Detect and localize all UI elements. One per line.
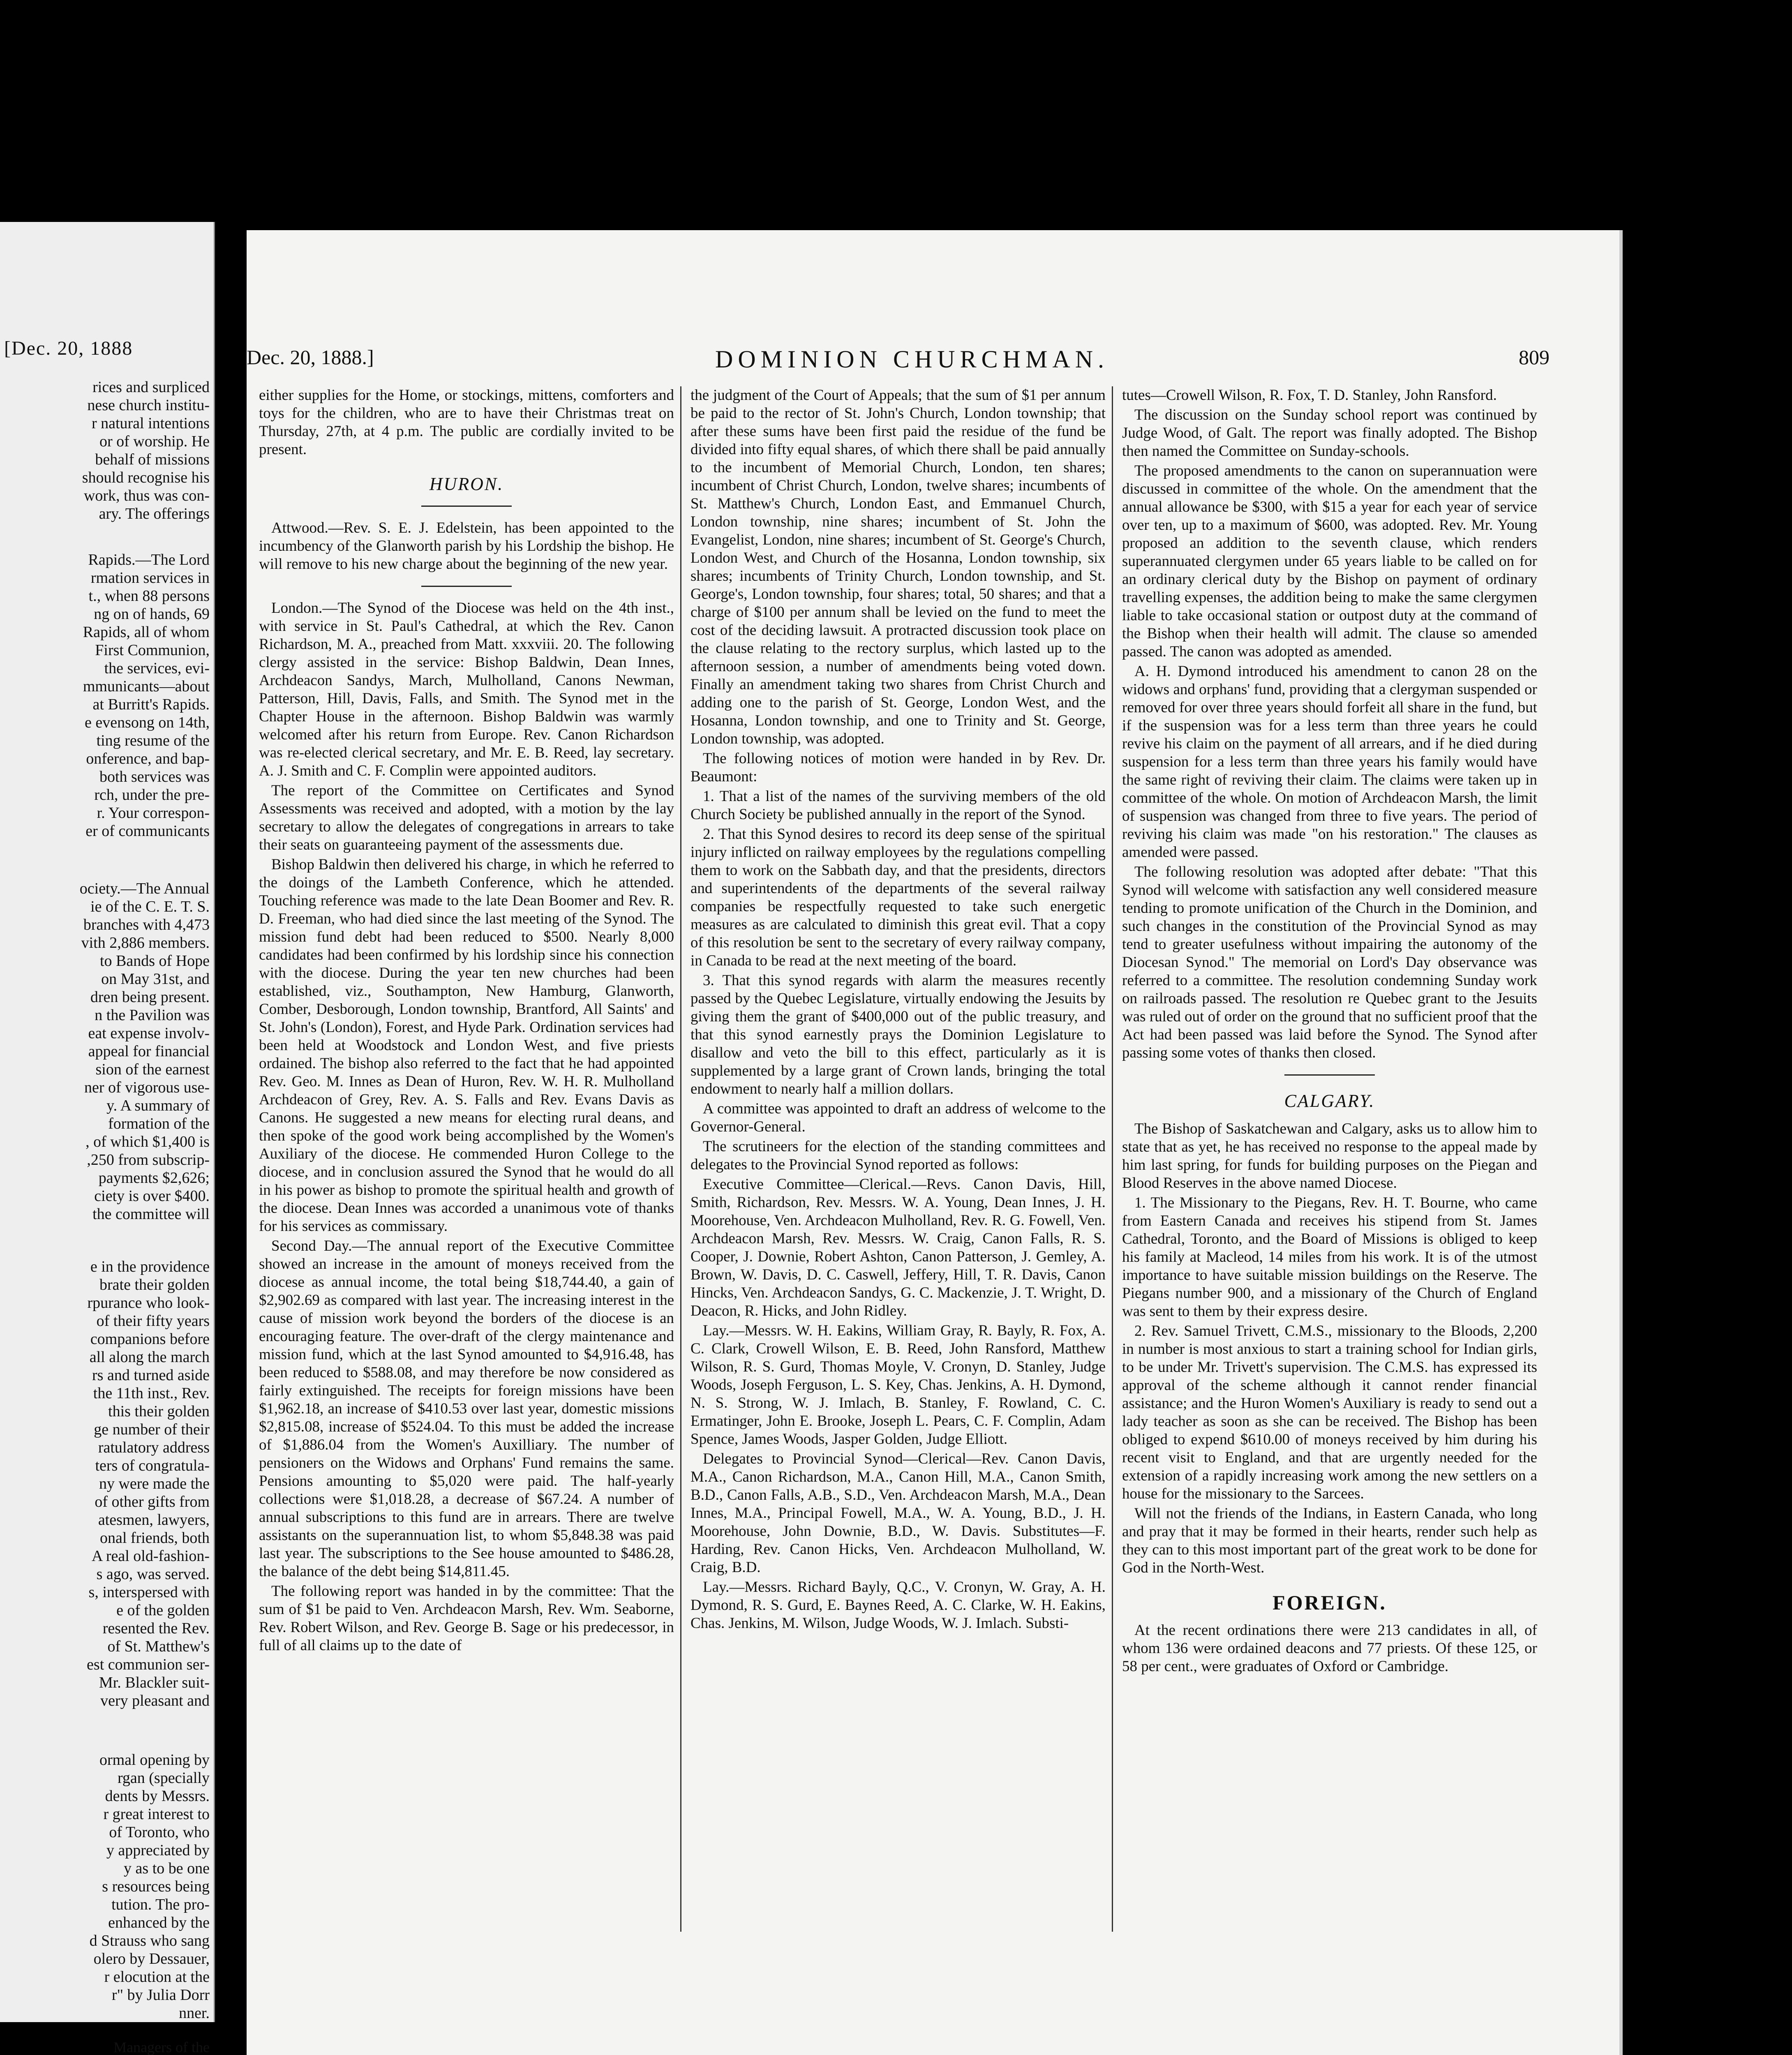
col3-paragraph: The discussion on the Sunday school report was continued by Judge Wood, of Galt. The report was finally adopted. The Bishop then named the Committee on Sunday-schools. xyxy=(1122,406,1537,459)
col2-paragraph: The following notices of motion were handed in by Rev. Dr. Beaumont: xyxy=(690,750,1106,785)
header-date: Dec. 20, 1888.] xyxy=(247,346,374,369)
col1-intro: either supplies for the Home, or stockings, mittens, comforters and toys for the children, who are to have their Christmas treat on Thursday, 27th, at 4 p.m. The public are cordially invited to be present. xyxy=(259,387,674,458)
col3-paragraph: The Bishop of Saskatchewan and Calgary, asks us to allow him to state that as yet, he has received no response to the appeal made by him last spring, for funds for building purposes on the Piegan and Blood Reserves in the above named Diocese. xyxy=(1122,1120,1537,1191)
left-page-header: [Dec. 20, 1888 xyxy=(4,337,133,359)
col3-paragraph: 1. The Missionary to the Piegans, Rev. H. T. Bourne, who came from Eastern Canada and receives his stipend from St. James Cathedral, Toronto, and the Board of Missions is obliged to keep his family at Macleod, 14 miles from his work. It is of the utmost importance to have suitable mission buildings on the Reserve. The Piegans number 900, and a missionary of the Church of England was sent to them by their express desire. xyxy=(1122,1194,1537,1320)
section-title-foreign: FOREIGN. xyxy=(1272,1591,1387,1614)
col3-paragraph: tutes—Crowell Wilson, R. Fox, T. D. Stanley, John Ransford. xyxy=(1122,387,1497,404)
section-rule xyxy=(1284,1074,1375,1076)
col2-paragraph: 1. That a list of the names of the surviving members of the old Church Society be published annually in the report of the Synod. xyxy=(690,788,1106,823)
left-fragment-4: e in the providence brate their golden rpurance who look- of their fifty years companions before all along the march rs and turned aside the 11th inst., Rev. this their golden ge number of their ratulatory address ters of congratula- ny were made the of other gifts from atesmen, lawyers, onal friends, both A real old-fashion- s ago, was served. s, interspersed with e of the golden resented the Rev. of St. Matthew's est communion ser- Mr. Blackler suit- very pleasant and xyxy=(87,1258,210,1709)
col2-paragraph: A committee was appointed to draft an address of welcome to the Governor-General. xyxy=(690,1100,1106,1135)
col3-paragraph: The following resolution was adopted after debate: "That this Synod will welcome with satisfaction any well considered measure tending to promote unification of the Church in the Dominion, and such changes in the constitution of the Provincial Synod as may tend to greater usefulness without impairing the autonomy of the Diocesan Synod." The memorial on Lord's Day observance was referred to a committee. The resolution condemning Sunday work on railroads passed. The resolution re Quebec grant to the Jesuits was ruled out of order on the ground that no sufficient proof that the Act had been passed was laid before the Synod. The Synod after passing some votes of thanks then closed. xyxy=(1122,864,1537,1061)
col2-paragraph: 3. That this synod regards with alarm the measures recently passed by the Quebec Legislature, virtually endowing the Jesuits by giving them the grant of $400,000 out of the public treasury, and that this synod earnestly prays the Dominion Legislature to disallow and veto the bill to this effect, particularly as it is supplemented by a large grant of Crown lands, bringing the total endowment to nearly half a million dollars. xyxy=(690,972,1106,1097)
col1-paragraph: The following report was handed in by the committee: That the sum of $1 be paid to Ven. Archdeacon Marsh, Rev. Wm. Seaborne, Rev. Robert Wilson, and Rev. George B. Sage or his predecessor, in full of all claims up to the date of xyxy=(259,1583,674,1654)
col2-paragraph: Lay.—Messrs. W. H. Eakins, William Gray, R. Bayly, R. Fox, A. C. Clark, Crowell Wilson, E. B. Reed, John Ransford, Matthew Wilson, R. S. Gurd, Thomas Moyle, V. Cronyn, D. Stanley, Judge Woods, Joseph Ferguson, L. S. Key, Chas. Jenkins, A. H. Dymond, N. S. Strong, W. J. Imlach, B. Stanley, F. Rowland, C. C. Ermatinger, John E. Brooke, Joseph L. Pears, C. F. Complin, Adam Spence, James Woods, Jasper Golden, Judge Elliott. xyxy=(690,1322,1106,1448)
column-2 xyxy=(690,386,1106,1634)
column-rule-2 xyxy=(1112,386,1113,1932)
col3-paragraph: Will not the friends of the Indians, in Eastern Canada, who long and pray that it may be formed in their hearts, render such help as they can to this most important part of the great work to be done for God in the North-West. xyxy=(1122,1505,1537,1576)
newspaper-page xyxy=(247,230,1619,2055)
column-rule-1 xyxy=(680,386,681,1932)
left-fragment-5: ormal opening by rgan (specially dents by Messrs. r great interest to of Toronto, who y appreciated by y as to be one s resources being tution. The pro- enhanced by the d Strauss who sang olero by Dessauer, r elocution at the r" by Julia Dorr nner. xyxy=(89,1751,210,2022)
col1-paragraph-second-day: Second Day.—The annual report of the Executive Committee showed an increase in the amount of moneys received from the diocese as annual income, the total being $18,744.40, a gain of $2,902.69 as compared with last year. The increasing interest in the cause of mission work beyond the borders of the diocese is an encouraging feature. The over-draft of the clergy maintenance and mission fund, which at the last Synod amounted to $4,916.48, has been reduced to $588.08, and may therefore be now considered as fairly extinguished. The receipts for foreign missions have been $1,962.18, an increase of $410.53 over last year, domestic missions $2,815.08, increase of $524.04. To this must be added the increase of $1,886.04 from the Women's Auxilliary. The number of pensioners on the Widows and Orphans' Fund remains the same. Pensions amounting to $5,020 were paid. The half-yearly collections were $1,018.28, a decrease of $67.24. A number of annual subscriptions to this fund are in arrears. There are twelve assistants on the superannuation list, to whom $5,848.38 was paid last year. The subscriptions to the See house amounted to $486.28, the balance of the debt being $14,811.45. xyxy=(259,1238,674,1580)
left-fragment-3: ociety.—The Annual ie of the C. E. T. S. branches with 4,473 vith 2,886 members. to Bands of Hope on May 31st, and dren being present. n the Pavilion was eat expense involv- appeal for financial sion of the earnest ner of vigorous use- y. A summary of formation of the , of which $1,400 is ,250 from subscrip- payments $2,626; ciety is over $400. the committee will xyxy=(79,880,210,1223)
section-title-calgary: CALGARY. xyxy=(1284,1091,1375,1111)
col3-paragraph: A. H. Dymond introduced his amendment to canon 28 on the widows and orphans' fund, providing that a clergyman suspended or removed for over three years should forfeit all share in the fund, but if the suspension was for a less term than three years he could revive his claim on the payment of all arrears, and if he died during suspension for a less term than three years his family would have the same right of reviving their claim. The claims were taken up in committee of the whole. On motion of Archdeacon Marsh, the limit of suspension was changed from three to five years. The period of reviving his claim was made "on his restoration." The clauses as amended were passed. xyxy=(1122,663,1537,861)
col1-paragraph: Bishop Baldwin then delivered his charge, in which he referred to the doings of the Lambeth Conference, which he attended. Touching reference was made to the late Dean Boomer and Rev. R. D. Freeman, who had died since the last meeting of the Synod. The mission fund debt had been reduced to $500. Nearly 8,000 candidates had been confirmed by his lordship since his connection with the diocese. During the year ten new churches had been established, viz., Southampton, New Hamburg, Glanworth, Comber, Desborough, London township, Brantford, All Saints' and St. John's (London), Forest, and Hyde Park. Ordination services had been held at Woodstock and London West, and five priests ordained. The bishop also referred to the fact that he had appointed Rev. Geo. M. Innes as Dean of Huron, Rev. W. H. R. Mulholland Archdeacon of Grey, Rev. A. S. Falls and Rev. Evans Davis as Canons. He suggested a new means for electing rural deans, and then spoke of the good work being accomplished by the Women's Auxiliary of the diocese. He commended Huron College to the diocese, and in conclusion assured the Synod that he would do all in his power as bishop to promote the spiritual health and growth of the diocese. Dean Innes was accorded a unanimous vote of thanks for his services as commissary. xyxy=(259,856,674,1235)
col3-paragraph: 2. Rev. Samuel Trivett, C.M.S., missionary to the Bloods, 2,200 in number is most anxious to start a training school for Indian girls, to be under Mr. Trivett's supervision. The C.M.S. has expressed its approval of the scheme although it cannot render financial assistance; and the Huron Women's Auxiliary is ready to send out a lady teacher as soon as she can be received. The Bishop has been obliged to expend $610.00 of moneys received by him during his recent visit to England, and that are urgently needed for the extension of a rapidly increasing work among the new settlers on a house for the missionary to the Sarcees. xyxy=(1122,1323,1537,1502)
left-fragment-6: Managers of the xyxy=(113,2039,210,2055)
col1-paragraph-london: London.—The Synod of the Diocese was held on the 4th inst., with service in St. Paul's Cathedral, at which the Rev. Canon Richardson, M. A., preached from Matt. xxxviii. 20. The following clergy assisted in the service: Bishop Baldwin, Dean Innes, Archdeacon Sandys, March, Mulholland, Canons Newman, Patterson, Hill, Davis, Falls, and Smith. The Synod met in the Chapter House in the afternoon. Bishop Baldwin was warmly welcomed after his return from Europe. Rev. Canon Richardson was re-elected clerical secretary, and Mr. E. B. Reed, lay secretary. A. J. Smith and C. F. Complin were appointed auditors. xyxy=(259,600,674,779)
column-3 xyxy=(1122,386,1537,1677)
col3-paragraph: At the recent ordinations there were 213 candidates in all, of whom 136 were ordained deacons and 77 priests. Of these 125, or 58 per cent., were graduates of Oxford or Cambridge. xyxy=(1122,1622,1537,1675)
section-rule xyxy=(421,586,512,587)
col1-paragraph: The report of the Committee on Certificates and Synod Assessments was received and adopted, with a motion by the lay secretary to allow the delegates of congregations in arrears to take their seats on guaranteeing payment of the assessments due. xyxy=(259,782,674,853)
left-fragment-1: rices and surpliced nese church institu- r natural intentions or of worship. He behalf of missions should recognise his work, thus was con- ary. The offerings xyxy=(82,379,210,522)
header-title: DOMINION CHURCHMAN. xyxy=(715,346,1109,373)
col2-paragraph: Executive Committee—Clerical.—Revs. Canon Davis, Hill, Smith, Richardson, Rev. Messrs. W. A. Young, Dean Innes, J. H. Moorehouse, Ven. Archdeacon Mulholland, Rev. R. G. Fowell, Ven. Archdeacon Marsh, Rev. Messrs. W. Craig, Canon Falls, R. S. Cooper, J. Downie, Robert Ashton, Canon Patterson, J. Gemley, A. Brown, W. Davis, D. C. Caswell, Jeffery, Hill, T. R. Davis, Canon Hincks, Ven. Archdeacon Sandys, G. C. Mackenzie, J. T. Wright, D. Deacon, R. Hicks, and John Ridley. xyxy=(690,1176,1106,1319)
col2-paragraph: The scrutineers for the election of the standing committees and delegates to the Provincial Synod reported as follows: xyxy=(690,1138,1106,1173)
col3-paragraph: The proposed amendments to the canon on superannuation were discussed in committee of the whole. On the amendment that the annual allowance be $300, with $15 a year for each year of service over ten, up to a maximum of $600, was adopted. Rev. Mr. Young proposed an addition to the seventh clause, which renders superannuated clergymen under 65 years liable to be called on for an ordinary clerical duty by the Bishop on payment of ordinary travelling expenses, the addition being to make the same clergymen liable to take occasional station or outpost duty at the command of the Bishop when their health will admit. The clause so amended passed. The canon was adopted as amended. xyxy=(1122,462,1537,660)
header-page-number: 809 xyxy=(1519,346,1550,369)
page-header xyxy=(247,345,1619,378)
col2-paragraph: 2. That this Synod desires to record its deep sense of the spiritual injury inflicted on railway employees by the regulations compelling them to work on the Sabbath day, and that the presidents, directors and superintendents of the departments of the several railway companies be respectfully requested to take such energetic measures as are calculated to diminish this great evil. That a copy of this resolution be sent to the secretary of every railway company, in Canada to be read at the next meeting of the board. xyxy=(690,826,1106,969)
section-rule xyxy=(421,506,512,507)
section-title-huron: HURON. xyxy=(429,474,504,494)
col2-paragraph: Lay.—Messrs. Richard Bayly, Q.C., V. Cronyn, W. Gray, A. H. Dymond, R. S. Gurd, E. Baynes Reed, A. C. Clarke, W. H. Eakins, Chas. Jenkins, M. Wilson, Judge Woods, W. J. Imlach. Substi- xyxy=(690,1579,1106,1632)
col2-paragraph: the judgment of the Court of Appeals; that the sum of $1 per annum be paid to the rector of St. John's Church, London township; that after these sums have been first paid the residue of the fund be divided into fifty equal shares, of which there shall be paid annually to the incumbent of Memorial Church, London, ten shares; incumbent of Christ Church, London, twelve shares; incumbents of St. Matthew's Church, London East, and Emmanuel Church, London township, nine shares; incumbent of St. John the Evangelist, London, nine shares; incumbent of St. George's Church, London West, and Church of the Hosanna, London township, six shares; incumbents of Trinity Church, London township, and St. George's, London township, four shares; total, 50 shares; and that a charge of $100 per annum shall be levied on the fund to meet the cost of the deciding lawsuit. A protracted discussion took place on the clause relating to the rectory surplus, which lasted up to the afternoon session, a number of amendments being voted down. Finally an amendment taking two shares from Christ Church and adding one to the parish of St. George, London West, and the Hosanna, London township, and one to Trinity and St. George, London township, was adopted. xyxy=(690,387,1106,747)
col2-paragraph: Delegates to Provincial Synod—Clerical—Rev. Canon Davis, M.A., Canon Richardson, M.A., Canon Hill, M.A., Canon Smith, B.D., Canon Falls, A.B., S.D., Ven. Archdeacon Marsh, M.A., Dean Innes, M.A., Principal Fowell, M.A., W. A. Young, B.D., J. H. Moorehouse, John Downie, B.D., W. Davis. Substitutes—F. Harding, Rev. Canon Hicks, Ven. Archdeacon Mulholland, W. Craig, B.D. xyxy=(690,1450,1106,1576)
column-1 xyxy=(259,386,674,1656)
col1-paragraph-attwood: Attwood.—Rev. S. E. J. Edelstein, has been appointed to the incumbency of the Glanworth parish by his Lordship the bishop. He will remove to his new charge about the beginning of the new year. xyxy=(259,520,674,573)
left-fragment-2: Rapids.—The Lord rmation services in t., when 88 persons ng on of hands, 69 Rapids, all of whom First Communion, the services, evi- mmunicants—about at Burritt's Rapids. e evensong on 14th, ting resume of the onference, and bap- both services was rch, under the pre- r. Your correspon- er of communicants xyxy=(83,551,210,840)
left-page-fragment xyxy=(0,222,215,2055)
